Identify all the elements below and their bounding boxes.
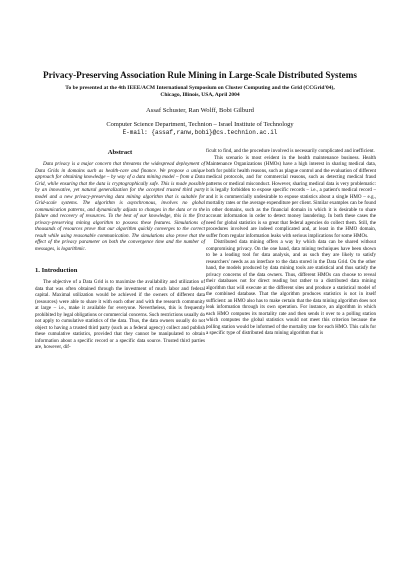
presentation-note-line-1: To be presented at the 4th IEEE/ACM International Symposium on Cluster Computing and the Grid (CCGrid'04), <box>65 85 335 91</box>
introduction-heading: 1. Introduction <box>35 267 78 274</box>
author-list: Assaf Schuster, Ran Wolff, Bobi Gilburd <box>146 107 254 114</box>
paragraph-continuation: ficult to find, and the procedure involved is necessarily complicated and inefficient. <box>206 148 375 154</box>
paper-title: Privacy-Preserving Association Rule Mining in Large-Scale Distributed Systems <box>43 70 357 80</box>
author-email: E-mail: {assaf,ranw,bobi}@cs.technion.ac.il <box>122 129 278 136</box>
hmo-paragraph: This scenario is most evident in the health maintenance business. Health Maintenance Organizations (HMOs) have a high interest in sharing medical data, both for public health reasons, such as plague control and the evaluation of different medical protocols, and for commercial reasons, such as detecting medical fraud patterns or medical misconduct. However, sharing medical data is very problematic: it is legally forbidden to expose specific records – i.e., a patient's medical record – and it is commercially undesirable to expose statistics about a single HMO – e.g., mortality rates or the average expenditure per client. Similar examples can be found in other domains, such as the financial domain in which it is desirable to share account information in order to detect money laundering. In both these cases the need for global statistics is so great that federal agencies do collect them. Still, the procedures involved are indeed complicated and, at least in the HMO domain, suffer from regular information leaks with serious implications for some HMOs. <box>206 154 376 239</box>
right-column <box>206 148 376 337</box>
affiliation: Computer Science Department, Technion – Israel Institute of Technology <box>106 121 294 128</box>
presentation-note-line-2: Chicago, Illinois, USA, April 2004 <box>160 92 240 98</box>
presentation-note <box>24 85 376 99</box>
distributed-mining-paragraph: Distributed data mining offers a way by which data can be shared without compromising privacy. On the one hand, data mining techniques have been shown to be a leading tool for data analysis, and as such they are likely to satisfy researchers' needs as an interface to the data stored in the Data Grid. On the other hand, the models produced by data mining tools are statistical and thus satisfy the privacy concerns of the data owners. Thus, different HMOs can choose to reveal their databases not for direct reading but rather to a distributed data mining algorithm that will execute at the different sites and produce a statistical model of the combined database. That the algorithm produces statistics is not in itself sufficient: an HMO also has to make certain that the data mining algorithm does not leak information through its own operation. For instance, an algorithm in which each HMO computes its mortality rate and then sends it over to a polling station which computes the global statistics would not meet this criterion because the polling station would be informed of the mortality rate for each HMO. This calls for a specific type of distributed data mining algorithm that is <box>206 239 376 336</box>
abstract-heading: Abstract <box>107 149 133 156</box>
left-column <box>35 148 205 351</box>
affiliation-block <box>20 121 380 137</box>
abstract-text: Data privacy is a major concern that threatens the widespread deployment of Data Grids in domains such as health-care and finance. We propose a unique approach for obtaining knowledge – by way of a data mining model – from a Data Grid, while ensuring that the data is cryptographically safe. This is made possible by an innovative, yet natural generalization for the accepted trusted third party model and a new privacy-preserving data mining algorithm that is suitable for Grid-scale systems. The algorithm is asynchronous, involves no global communication patterns, and dynamically adjusts to changes in the data or to the failure and recovery of resources. To the best of our knowledge, this is the first privacy-preserving mining algorithm to possess these features. Simulations of thousands of resources prove that our algorithm quickly converges to the correct result while using reasonable communication. The simulations also prove that the effect of the privacy parameter on both the convergence time and the number of messages, is logarithmic. <box>35 161 205 252</box>
introduction-paragraph: The objective of a Data Grid is to maximize the availability and utilization of data that was often obtained through the investment of much labor and federal capital. Maximal utilization would be achieved if the owners of different data (resources) were able to share it with each other and with the research community at large – i.e., make it available for everyone. Nevertheless, this is frequently prohibited by legal obligations or commercial concerns. Such restrictions usually do not apply to cumulative statistics of the data. Thus, the data owners usually do not object to having a trusted third party (such as a federal agency) collect and publish these cumulative statistics, provided that they cannot be manipulated to obtain information about a specific record or a specific data source. Trusted third parties are, however, dif- <box>35 279 206 350</box>
